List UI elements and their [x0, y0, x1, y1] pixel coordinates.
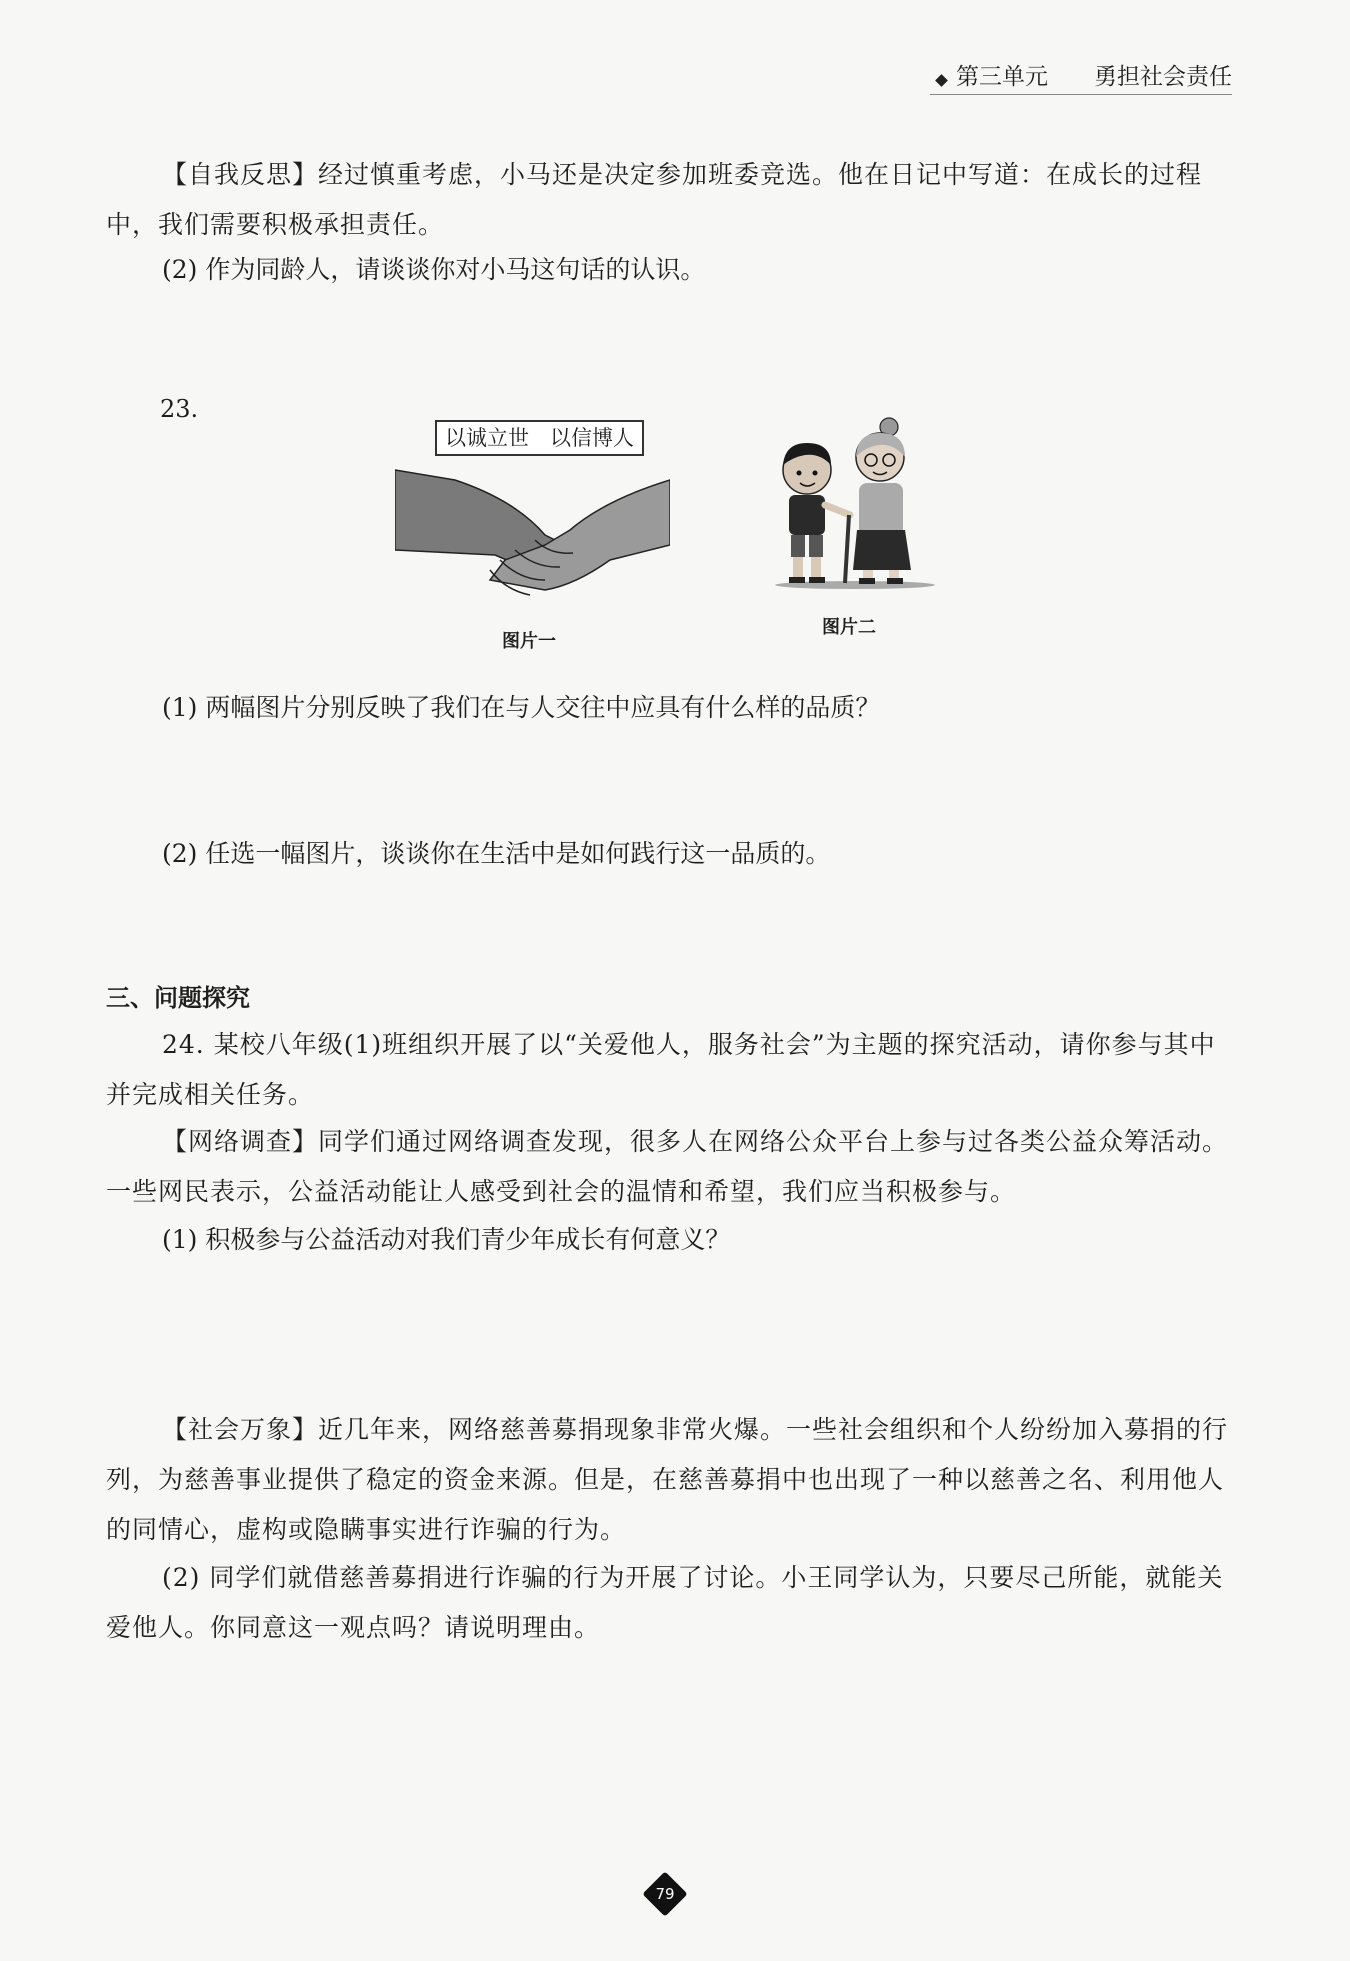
survey-paragraph: [106, 1117, 1234, 1217]
society-tag: 【社会万象】: [162, 1415, 319, 1444]
caption-picture-2: 图片二: [822, 617, 876, 638]
boy-helping-grandma-illustration: [765, 415, 940, 590]
diamond-bullet-icon: [935, 74, 948, 87]
question-24-part-2: (2) 同学们就借慈善募捐进行诈骗的行为开展了讨论。小王同学认为，只要尽己所能，就能关爱他人。你同意这一观点吗？请说明理由。: [106, 1563, 1224, 1642]
page-number-badge: [643, 1872, 687, 1916]
handshake-illustration: [395, 420, 670, 620]
reflection-tag: 【自我反思】: [162, 160, 319, 189]
running-header: [937, 58, 1232, 91]
society-text: 近几年来，网络慈善募捐现象非常火爆。一些社会组织和个人纷纷加入募捐的行列，为慈善事业提供了稳定的资金来源。但是，在慈善募捐中也出现了一种以慈善之名、利用他人的同情心，虚构或隐瞒事实进行诈骗的行为。: [106, 1415, 1229, 1544]
question-24-part-1: (1) 积极参与公益活动对我们青少年成长有何意义？: [162, 1225, 731, 1254]
society-paragraph: [106, 1405, 1234, 1555]
motto-box: 以诚立世 以信博人: [435, 420, 644, 456]
reflection-text: 经过慎重考虑，小马还是决定参加班委竞选。他在日记中写道：在成长的过程中，我们需要积极承担责任。: [106, 160, 1203, 239]
survey-tag: 【网络调查】: [162, 1127, 319, 1156]
header-unit: 第三单元: [956, 64, 1048, 90]
question-24-intro: 24. 某校八年级(1)班组织开展了以“关爱他人，服务社会”为主题的探究活动，请你参与其中并完成相关任务。: [106, 1030, 1216, 1109]
question-23-part-1: (1) 两幅图片分别反映了我们在与人交往中应具有什么样的品质？: [162, 693, 881, 722]
header-title: 勇担社会责任: [1094, 64, 1232, 90]
survey-text: 同学们通过网络调查发现，很多人在网络公众平台上参与过各类公益众筹活动。一些网民表示，公益活动能让人感受到社会的温情和希望，我们应当积极参与。: [106, 1127, 1229, 1206]
question-23-part-2: (2) 任选一幅图片，谈谈你在生活中是如何践行这一品质的。: [162, 839, 831, 868]
question-23-number: 23.: [160, 395, 199, 423]
caption-picture-1: 图片一: [502, 631, 556, 652]
reflection-question: (2) 作为同龄人，请谈谈你对小马这句话的认识。: [162, 255, 706, 284]
header-rule: [930, 94, 1232, 95]
reflection-paragraph: [106, 150, 1234, 250]
page-number: 79: [655, 1885, 675, 1903]
section-title: 三、问题探究: [106, 984, 250, 1012]
